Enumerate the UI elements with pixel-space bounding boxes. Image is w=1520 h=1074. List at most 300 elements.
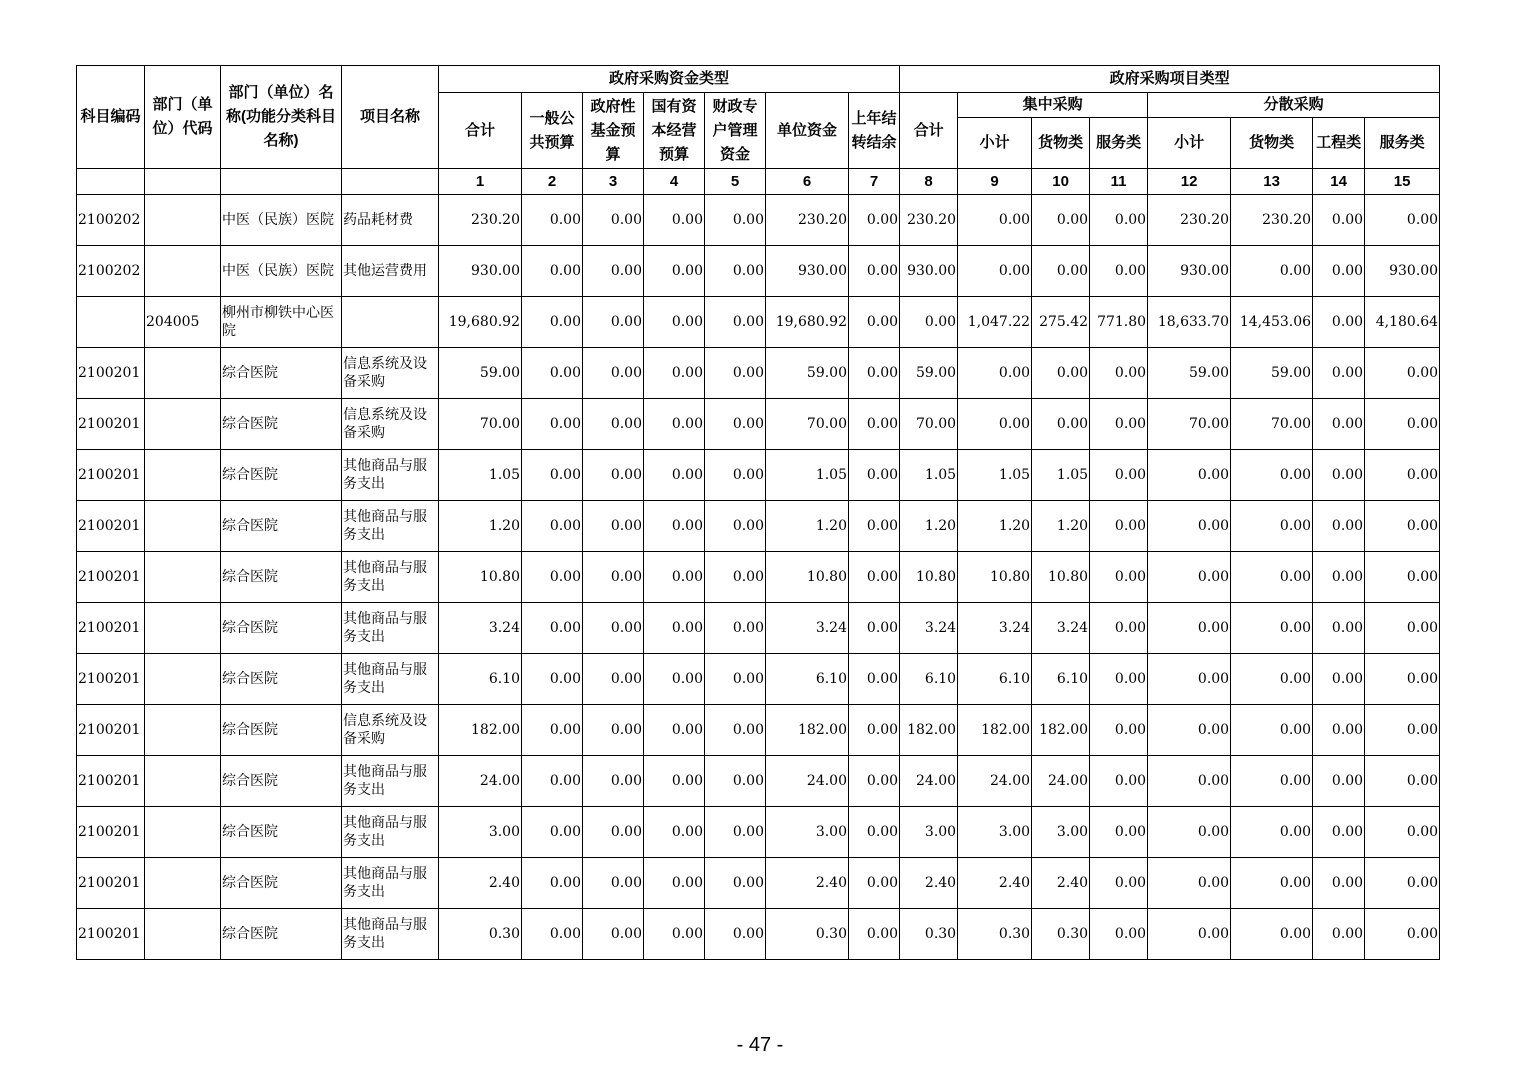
value-cell: 0.00 (1231, 501, 1313, 552)
subject-code-cell: 2100201 (77, 909, 145, 960)
value-cell: 930.00 (766, 246, 849, 297)
value-cell: 59.00 (1148, 348, 1231, 399)
dept-code-cell (145, 909, 221, 960)
dept-name-cell: 综合医院 (221, 654, 342, 705)
value-cell: 0.00 (583, 348, 644, 399)
value-cell: 0.00 (1231, 909, 1313, 960)
project-name-cell: 药品耗材费 (342, 195, 439, 246)
project-name-cell: 其他商品与服务支出 (342, 603, 439, 654)
value-cell: 0.00 (1313, 909, 1365, 960)
value-cell: 0.00 (522, 552, 583, 603)
value-cell: 0.00 (1313, 603, 1365, 654)
value-cell: 0.00 (1365, 450, 1440, 501)
value-cell: 3.00 (439, 807, 522, 858)
value-cell: 18,633.70 (1148, 297, 1231, 348)
value-cell: 0.00 (849, 246, 900, 297)
value-cell: 182.00 (766, 705, 849, 756)
project-name-cell: 信息系统及设备采购 (342, 399, 439, 450)
value-cell: 0.00 (1090, 399, 1148, 450)
header-subject-code: 科目编码 (77, 66, 145, 169)
column-index: 6 (766, 169, 849, 195)
value-cell: 1.05 (439, 450, 522, 501)
value-cell: 0.00 (1090, 501, 1148, 552)
value-cell: 230.20 (1231, 195, 1313, 246)
dept-name-cell: 综合医院 (221, 348, 342, 399)
value-cell: 0.00 (1090, 246, 1148, 297)
subject-code-cell: 2100201 (77, 603, 145, 654)
value-cell: 1.05 (1032, 450, 1090, 501)
value-cell: 0.00 (1148, 654, 1231, 705)
value-cell: 0.00 (1148, 603, 1231, 654)
value-cell: 2.40 (439, 858, 522, 909)
subject-code-cell: 2100201 (77, 450, 145, 501)
value-cell: 0.00 (1148, 807, 1231, 858)
value-cell: 0.00 (849, 552, 900, 603)
column-index: 7 (849, 169, 900, 195)
value-cell: 0.00 (958, 399, 1032, 450)
subject-code-cell: 2100202 (77, 246, 145, 297)
value-cell: 930.00 (1148, 246, 1231, 297)
value-cell: 0.00 (1090, 909, 1148, 960)
value-cell: 24.00 (1032, 756, 1090, 807)
value-cell: 0.00 (644, 603, 705, 654)
value-cell: 0.00 (1090, 705, 1148, 756)
column-index: 15 (1365, 169, 1440, 195)
table-row (77, 552, 1440, 603)
value-cell: 0.00 (849, 654, 900, 705)
header-prior-year-balance: 上年结转结余 (849, 93, 900, 169)
value-cell: 1.20 (900, 501, 958, 552)
value-cell: 0.30 (958, 909, 1032, 960)
value-cell: 0.00 (1090, 603, 1148, 654)
value-cell: 6.10 (1032, 654, 1090, 705)
index-blank (221, 169, 342, 195)
value-cell: 0.00 (522, 195, 583, 246)
value-cell: 0.00 (583, 501, 644, 552)
value-cell: 0.00 (1313, 654, 1365, 705)
value-cell: 19,680.92 (766, 297, 849, 348)
value-cell: 3.00 (900, 807, 958, 858)
index-blank (145, 169, 221, 195)
value-cell: 230.20 (439, 195, 522, 246)
value-cell: 0.00 (1148, 552, 1231, 603)
header-total2: 合计 (900, 93, 958, 169)
subject-code-cell (77, 297, 145, 348)
value-cell: 0.00 (522, 603, 583, 654)
value-cell: 0.00 (583, 654, 644, 705)
value-cell: 0.00 (1090, 858, 1148, 909)
value-cell: 10.80 (766, 552, 849, 603)
value-cell: 0.30 (766, 909, 849, 960)
value-cell: 0.00 (1231, 705, 1313, 756)
value-cell: 0.00 (644, 399, 705, 450)
project-name-cell: 其他商品与服务支出 (342, 858, 439, 909)
dept-code-cell (145, 654, 221, 705)
dept-name-cell: 综合医院 (221, 909, 342, 960)
value-cell: 230.20 (900, 195, 958, 246)
value-cell: 0.00 (522, 501, 583, 552)
value-cell: 0.00 (849, 348, 900, 399)
value-cell: 0.00 (522, 348, 583, 399)
value-cell: 0.00 (522, 246, 583, 297)
header-dept-code: 部门（单位）代码 (145, 66, 221, 169)
column-index: 5 (705, 169, 766, 195)
value-cell: 0.00 (705, 705, 766, 756)
project-name-cell: 其他商品与服务支出 (342, 654, 439, 705)
value-cell: 0.00 (1148, 501, 1231, 552)
value-cell: 0.00 (1148, 705, 1231, 756)
value-cell: 0.00 (644, 450, 705, 501)
dept-code-cell (145, 603, 221, 654)
table-row (77, 807, 1440, 858)
value-cell: 0.00 (1032, 399, 1090, 450)
subject-code-cell: 2100201 (77, 399, 145, 450)
column-index: 11 (1090, 169, 1148, 195)
value-cell: 0.00 (583, 195, 644, 246)
dept-name-cell: 综合医院 (221, 552, 342, 603)
value-cell: 0.00 (1365, 807, 1440, 858)
value-cell: 0.00 (1231, 807, 1313, 858)
header-project-type-group: 政府采购项目类型 (900, 66, 1440, 93)
column-index: 8 (900, 169, 958, 195)
value-cell: 10.80 (439, 552, 522, 603)
value-cell: 275.42 (1032, 297, 1090, 348)
header-fund-type-group: 政府采购资金类型 (439, 66, 900, 93)
value-cell: 0.00 (1231, 654, 1313, 705)
value-cell: 0.00 (1313, 807, 1365, 858)
value-cell: 0.00 (1365, 756, 1440, 807)
column-index: 4 (644, 169, 705, 195)
value-cell: 0.00 (583, 858, 644, 909)
value-cell: 0.00 (1365, 399, 1440, 450)
table-row (77, 246, 1440, 297)
table-header (77, 66, 1440, 195)
value-cell: 6.10 (900, 654, 958, 705)
value-cell: 0.00 (644, 807, 705, 858)
value-cell: 10.80 (900, 552, 958, 603)
value-cell: 0.00 (583, 450, 644, 501)
value-cell: 6.10 (439, 654, 522, 705)
value-cell: 0.00 (583, 909, 644, 960)
header-state-capital-budget: 国有资本经营预算 (644, 93, 705, 169)
value-cell: 0.00 (958, 195, 1032, 246)
value-cell: 0.00 (705, 399, 766, 450)
value-cell: 182.00 (958, 705, 1032, 756)
dept-code-cell (145, 195, 221, 246)
value-cell: 1.20 (439, 501, 522, 552)
value-cell: 0.00 (644, 501, 705, 552)
value-cell: 1,047.22 (958, 297, 1032, 348)
value-cell: 771.80 (1090, 297, 1148, 348)
value-cell: 0.00 (644, 909, 705, 960)
value-cell: 0.00 (1365, 858, 1440, 909)
column-index: 13 (1231, 169, 1313, 195)
value-cell: 70.00 (1231, 399, 1313, 450)
table-row (77, 603, 1440, 654)
value-cell: 1.20 (766, 501, 849, 552)
value-cell: 0.00 (644, 756, 705, 807)
value-cell: 6.10 (766, 654, 849, 705)
value-cell: 0.00 (705, 246, 766, 297)
header-goods2: 货物类 (1231, 118, 1313, 169)
value-cell: 0.00 (1313, 399, 1365, 450)
value-cell: 3.24 (958, 603, 1032, 654)
project-name-cell: 其他商品与服务支出 (342, 552, 439, 603)
value-cell: 0.00 (522, 450, 583, 501)
value-cell: 70.00 (766, 399, 849, 450)
value-cell: 0.00 (522, 807, 583, 858)
value-cell: 0.00 (1365, 552, 1440, 603)
value-cell: 0.00 (705, 348, 766, 399)
column-index: 1 (439, 169, 522, 195)
value-cell: 24.00 (439, 756, 522, 807)
value-cell: 930.00 (900, 246, 958, 297)
value-cell: 10.80 (1032, 552, 1090, 603)
value-cell: 4,180.64 (1365, 297, 1440, 348)
dept-code-cell (145, 348, 221, 399)
project-name-cell: 信息系统及设备采购 (342, 348, 439, 399)
value-cell: 0.00 (583, 756, 644, 807)
project-name-cell: 信息系统及设备采购 (342, 705, 439, 756)
value-cell: 0.00 (1313, 195, 1365, 246)
value-cell: 930.00 (439, 246, 522, 297)
header-total: 合计 (439, 93, 522, 169)
value-cell: 24.00 (958, 756, 1032, 807)
value-cell: 0.00 (1313, 246, 1365, 297)
value-cell: 0.00 (644, 705, 705, 756)
value-cell: 182.00 (439, 705, 522, 756)
value-cell: 0.00 (705, 501, 766, 552)
project-name-cell (342, 297, 439, 348)
value-cell: 0.00 (1313, 705, 1365, 756)
value-cell: 0.00 (849, 909, 900, 960)
procurement-table (76, 65, 1440, 960)
value-cell: 24.00 (766, 756, 849, 807)
subject-code-cell: 2100201 (77, 705, 145, 756)
value-cell: 0.00 (705, 552, 766, 603)
dept-code-cell (145, 501, 221, 552)
value-cell: 3.24 (1032, 603, 1090, 654)
value-cell: 0.00 (1090, 807, 1148, 858)
table-row (77, 501, 1440, 552)
column-index: 14 (1313, 169, 1365, 195)
dept-name-cell: 综合医院 (221, 705, 342, 756)
value-cell: 0.00 (849, 705, 900, 756)
value-cell: 0.00 (1365, 195, 1440, 246)
value-cell: 0.00 (900, 297, 958, 348)
header-fiscal-account: 财政专户管理资金 (705, 93, 766, 169)
table-row (77, 399, 1440, 450)
value-cell: 0.00 (644, 297, 705, 348)
value-cell: 0.00 (1365, 705, 1440, 756)
column-index: 2 (522, 169, 583, 195)
value-cell: 0.00 (522, 705, 583, 756)
dept-name-cell: 综合医院 (221, 603, 342, 654)
value-cell: 0.00 (1148, 909, 1231, 960)
table-body (77, 195, 1440, 960)
value-cell: 0.00 (705, 858, 766, 909)
dept-code-cell (145, 807, 221, 858)
index-blank (77, 169, 145, 195)
value-cell: 0.00 (1032, 246, 1090, 297)
value-cell: 0.00 (644, 246, 705, 297)
value-cell: 0.00 (1148, 858, 1231, 909)
value-cell: 0.00 (1313, 450, 1365, 501)
value-cell: 0.30 (439, 909, 522, 960)
dept-name-cell: 综合医院 (221, 858, 342, 909)
value-cell: 0.00 (705, 195, 766, 246)
dept-code-cell (145, 450, 221, 501)
table-row (77, 858, 1440, 909)
value-cell: 0.00 (583, 807, 644, 858)
value-cell: 59.00 (766, 348, 849, 399)
header-dept-name: 部门（单位）名称(功能分类科目名称) (221, 66, 342, 169)
subject-code-cell: 2100201 (77, 501, 145, 552)
value-cell: 10.80 (958, 552, 1032, 603)
value-cell: 230.20 (766, 195, 849, 246)
column-index: 12 (1148, 169, 1231, 195)
value-cell: 0.00 (1090, 450, 1148, 501)
subject-code-cell: 2100201 (77, 654, 145, 705)
value-cell: 0.00 (1231, 858, 1313, 909)
header-project-name: 项目名称 (342, 66, 439, 169)
value-cell: 70.00 (900, 399, 958, 450)
value-cell: 0.00 (705, 807, 766, 858)
value-cell: 0.00 (1231, 552, 1313, 603)
dept-code-cell (145, 705, 221, 756)
value-cell: 0.00 (522, 858, 583, 909)
header-goods: 货物类 (1032, 118, 1090, 169)
value-cell: 3.24 (900, 603, 958, 654)
value-cell: 0.00 (705, 297, 766, 348)
dept-name-cell: 综合医院 (221, 450, 342, 501)
dept-code-cell: 204005 (145, 297, 221, 348)
value-cell: 70.00 (1148, 399, 1231, 450)
value-cell: 0.00 (644, 654, 705, 705)
value-cell: 0.00 (705, 450, 766, 501)
index-blank (342, 169, 439, 195)
header-engineering: 工程类 (1313, 118, 1365, 169)
header-gov-fund-budget: 政府性基金预算 (583, 93, 644, 169)
header-services2: 服务类 (1365, 118, 1440, 169)
column-index: 3 (583, 169, 644, 195)
value-cell: 0.00 (1231, 603, 1313, 654)
value-cell: 0.00 (705, 909, 766, 960)
value-cell: 0.00 (849, 399, 900, 450)
value-cell: 0.00 (849, 603, 900, 654)
dept-code-cell (145, 399, 221, 450)
subject-code-cell: 2100201 (77, 348, 145, 399)
dept-name-cell: 中医（民族）医院 (221, 246, 342, 297)
value-cell: 0.30 (900, 909, 958, 960)
value-cell: 182.00 (900, 705, 958, 756)
value-cell: 0.00 (849, 807, 900, 858)
table-row (77, 348, 1440, 399)
table-row (77, 195, 1440, 246)
project-name-cell: 其他运营费用 (342, 246, 439, 297)
value-cell: 0.00 (1313, 552, 1365, 603)
dept-name-cell: 综合医院 (221, 756, 342, 807)
value-cell: 1.05 (958, 450, 1032, 501)
value-cell: 0.00 (644, 552, 705, 603)
value-cell: 0.00 (958, 348, 1032, 399)
dept-code-cell (145, 756, 221, 807)
value-cell: 3.24 (766, 603, 849, 654)
value-cell: 0.00 (1313, 348, 1365, 399)
value-cell: 1.05 (900, 450, 958, 501)
value-cell: 2.40 (1032, 858, 1090, 909)
value-cell: 0.00 (1313, 858, 1365, 909)
value-cell: 0.00 (583, 297, 644, 348)
header-unit-funds: 单位资金 (766, 93, 849, 169)
subject-code-cell: 2100201 (77, 756, 145, 807)
value-cell: 0.00 (644, 195, 705, 246)
table-row (77, 705, 1440, 756)
dept-code-cell (145, 246, 221, 297)
value-cell: 0.00 (1032, 195, 1090, 246)
value-cell: 59.00 (900, 348, 958, 399)
column-index: 10 (1032, 169, 1090, 195)
value-cell: 0.00 (522, 756, 583, 807)
header-centralized: 集中采购 (958, 93, 1148, 118)
table-row (77, 654, 1440, 705)
value-cell: 0.00 (522, 297, 583, 348)
value-cell: 0.00 (583, 705, 644, 756)
value-cell: 0.00 (849, 858, 900, 909)
value-cell: 2.40 (766, 858, 849, 909)
project-name-cell: 其他商品与服务支出 (342, 501, 439, 552)
value-cell: 1.20 (1032, 501, 1090, 552)
value-cell: 14,453.06 (1231, 297, 1313, 348)
value-cell: 0.00 (1148, 450, 1231, 501)
value-cell: 59.00 (439, 348, 522, 399)
value-cell: 0.00 (1090, 195, 1148, 246)
value-cell: 0.00 (1365, 348, 1440, 399)
value-cell: 0.00 (1365, 501, 1440, 552)
value-cell: 3.00 (766, 807, 849, 858)
value-cell: 0.00 (1365, 603, 1440, 654)
value-cell: 182.00 (1032, 705, 1090, 756)
value-cell: 0.00 (958, 246, 1032, 297)
value-cell: 0.00 (583, 399, 644, 450)
value-cell: 0.00 (705, 654, 766, 705)
value-cell: 24.00 (900, 756, 958, 807)
page-number: - 47 - (736, 1034, 784, 1056)
value-cell: 0.00 (583, 552, 644, 603)
project-name-cell: 其他商品与服务支出 (342, 807, 439, 858)
project-name-cell: 其他商品与服务支出 (342, 450, 439, 501)
value-cell: 3.24 (439, 603, 522, 654)
table-row (77, 297, 1440, 348)
dept-name-cell: 柳州市柳铁中心医院 (221, 297, 342, 348)
value-cell: 0.00 (1231, 450, 1313, 501)
value-cell: 0.00 (1032, 348, 1090, 399)
value-cell: 0.00 (849, 501, 900, 552)
value-cell: 230.20 (1148, 195, 1231, 246)
value-cell: 0.00 (849, 756, 900, 807)
value-cell: 0.30 (1032, 909, 1090, 960)
header-subtotal: 小计 (958, 118, 1032, 169)
value-cell: 0.00 (1090, 654, 1148, 705)
value-cell: 2.40 (900, 858, 958, 909)
value-cell: 0.00 (1090, 756, 1148, 807)
value-cell: 0.00 (1148, 756, 1231, 807)
value-cell: 59.00 (1231, 348, 1313, 399)
project-name-cell: 其他商品与服务支出 (342, 909, 439, 960)
subject-code-cell: 2100201 (77, 552, 145, 603)
header-subtotal2: 小计 (1148, 118, 1231, 169)
value-cell: 0.00 (1090, 348, 1148, 399)
